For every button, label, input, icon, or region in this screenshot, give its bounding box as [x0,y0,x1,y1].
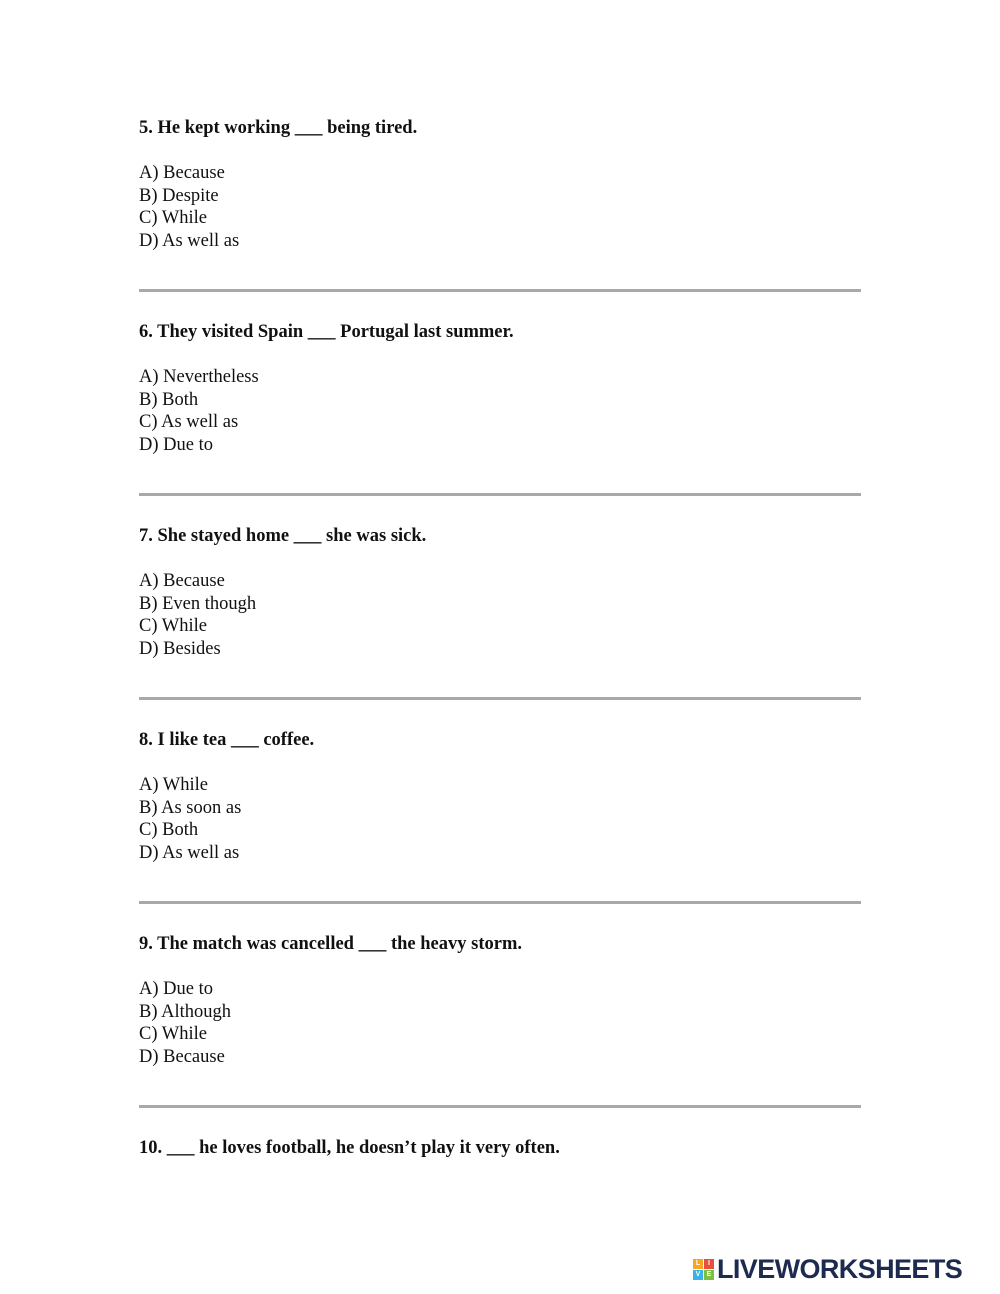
option-a[interactable]: A) Due to [139,979,213,999]
options-list [139,774,861,865]
question-text: 10. ___ he loves football, he doesn’t play it very often. [139,1138,560,1158]
question-text: 6. They visited Spain ___ Portugal last summer. [139,322,514,342]
option-b[interactable]: B) Despite [139,185,219,206]
divider [139,901,861,904]
divider [139,493,861,496]
question-text: 7. She stayed home ___ she was sick. [139,526,427,546]
option-d[interactable]: D) As well as [139,843,240,864]
option-b[interactable]: B) Although [139,1001,231,1022]
options-list [139,162,861,253]
divider [139,289,861,292]
option-c[interactable]: C) While [139,208,207,229]
option-a[interactable]: A) While [139,775,209,795]
option-d[interactable]: D) Because [139,1047,225,1068]
option-c[interactable]: C) While [139,1024,207,1045]
option-a[interactable]: A) Because [139,163,225,183]
options-list [139,978,861,1069]
option-c[interactable]: C) As well as [139,412,239,433]
logo-block: E [704,1270,714,1280]
option-d[interactable]: D) Due to [139,435,213,456]
options-list [139,570,861,661]
question-8 [139,729,861,865]
option-c[interactable]: C) Both [139,820,199,841]
option-a[interactable]: A) Nevertheless [139,367,259,387]
option-d[interactable]: D) As well as [139,231,240,252]
question-text: 8. I like tea ___ coffee. [139,730,315,750]
question-text: 5. He kept working ___ being tired. [139,118,418,138]
divider [139,697,861,700]
logo-blocks-icon [693,1259,714,1280]
option-c[interactable]: C) While [139,616,207,637]
logo-block: I [704,1259,714,1269]
logo-block: L [693,1259,703,1269]
question-9 [139,933,861,1069]
option-b[interactable]: B) Even though [139,593,257,614]
question-5 [139,117,861,253]
question-10 [139,1137,861,1159]
liveworksheets-logo[interactable] [693,1254,962,1284]
option-b[interactable]: B) As soon as [139,797,242,818]
question-7 [139,525,861,661]
divider [139,1105,861,1108]
logo-block: V [693,1270,703,1280]
option-d[interactable]: D) Besides [139,639,221,660]
logo-text: LIVEWORKSHEETS [717,1254,963,1284]
option-a[interactable]: A) Because [139,571,225,591]
question-6 [139,321,861,457]
question-text: 9. The match was cancelled ___ the heavy storm. [139,934,522,954]
options-list [139,366,861,457]
option-b[interactable]: B) Both [139,389,199,410]
